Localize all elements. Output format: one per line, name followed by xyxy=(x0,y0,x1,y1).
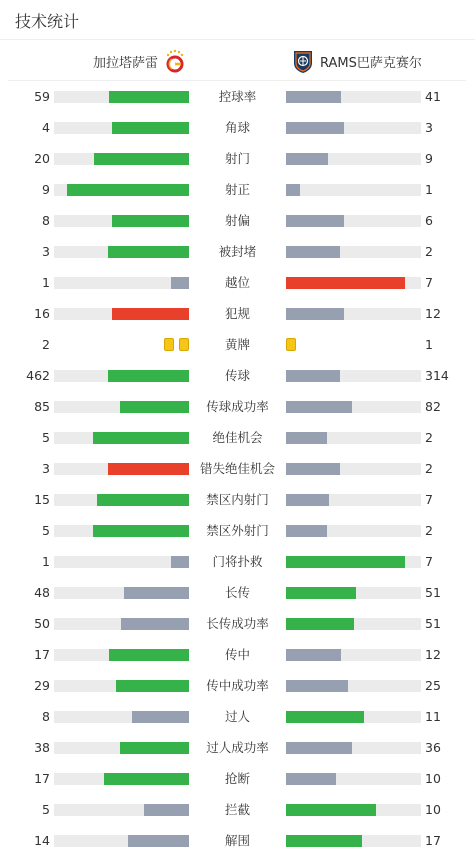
stat-row xyxy=(0,267,475,298)
away-bar-fill xyxy=(286,804,376,816)
away-value: 2 xyxy=(425,523,433,538)
stat-row xyxy=(0,484,475,515)
stat-row xyxy=(0,143,475,174)
home-value: 16 xyxy=(34,306,50,321)
away-bar-track xyxy=(286,215,421,227)
away-bar-fill xyxy=(286,587,356,599)
stat-row xyxy=(0,546,475,577)
home-bar-fill xyxy=(120,742,189,754)
stat-row xyxy=(0,81,475,112)
home-bar-track xyxy=(54,401,189,413)
away-bar-track xyxy=(286,680,421,692)
yellow-card-icon xyxy=(179,338,189,351)
stat-row xyxy=(0,763,475,794)
home-bar-fill xyxy=(108,463,189,475)
away-value: 6 xyxy=(425,213,433,228)
away-value: 1 xyxy=(425,337,433,352)
home-bar-track xyxy=(54,494,189,506)
home-value: 5 xyxy=(42,523,50,538)
team-header xyxy=(8,41,466,81)
away-value: 314 xyxy=(425,368,449,383)
away-bar-fill xyxy=(286,153,328,165)
home-bar-track xyxy=(54,587,189,599)
home-value: 462 xyxy=(26,368,50,383)
away-value: 7 xyxy=(425,492,433,507)
stat-row xyxy=(0,670,475,701)
home-value: 5 xyxy=(42,430,50,445)
home-bar-track xyxy=(54,215,189,227)
away-bar-fill xyxy=(286,277,405,289)
home-bar-fill xyxy=(97,494,189,506)
away-bar-track xyxy=(286,122,421,134)
stat-label: 抢断 xyxy=(224,771,250,786)
stat-row xyxy=(0,205,475,236)
home-value: 17 xyxy=(34,771,50,786)
stat-label: 角球 xyxy=(224,120,250,135)
home-bar-track xyxy=(54,91,189,103)
home-bar-track xyxy=(54,153,189,165)
stat-label: 控球率 xyxy=(218,89,257,104)
home-bar-fill xyxy=(116,680,189,692)
stat-label: 被封堵 xyxy=(218,244,257,259)
home-bar-fill xyxy=(124,587,189,599)
home-value: 38 xyxy=(34,740,50,755)
away-value: 10 xyxy=(425,771,441,786)
home-value: 17 xyxy=(34,647,50,662)
home-bar-fill xyxy=(109,91,189,103)
stat-label: 长传成功率 xyxy=(206,616,269,631)
home-bar-track xyxy=(54,246,189,258)
away-bar-fill xyxy=(286,680,348,692)
home-bar-track xyxy=(54,742,189,754)
away-value: 51 xyxy=(425,585,441,600)
home-value: 1 xyxy=(42,554,50,569)
stat-row xyxy=(0,577,475,608)
stat-row xyxy=(0,732,475,763)
away-value: 17 xyxy=(425,833,441,848)
stat-label: 长传 xyxy=(224,585,250,600)
home-value: 5 xyxy=(42,802,50,817)
away-bar-fill xyxy=(286,122,344,134)
away-bar-track xyxy=(286,556,421,568)
away-bar-track xyxy=(286,835,421,847)
away-value: 7 xyxy=(425,554,433,569)
away-bar-fill xyxy=(286,432,327,444)
stat-row xyxy=(0,453,475,484)
home-bar-track xyxy=(54,649,189,661)
away-bar-track xyxy=(286,773,421,785)
stat-label: 错失绝佳机会 xyxy=(199,461,275,476)
away-bar-track xyxy=(286,494,421,506)
away-bar-track xyxy=(286,711,421,723)
home-value: 20 xyxy=(34,151,50,166)
home-bar-fill xyxy=(109,649,189,661)
stat-row xyxy=(0,794,475,825)
away-bar-fill xyxy=(286,711,364,723)
yellow-card-icon xyxy=(286,338,296,351)
home-value: 15 xyxy=(34,492,50,507)
away-value: 2 xyxy=(425,244,433,259)
away-value: 2 xyxy=(425,461,433,476)
stat-label: 绝佳机会 xyxy=(212,430,263,445)
home-team-name: 加拉塔萨雷 xyxy=(92,55,158,71)
home-value: 50 xyxy=(34,616,50,631)
home-bar-track xyxy=(54,835,189,847)
away-bar-track xyxy=(286,370,421,382)
away-value: 2 xyxy=(425,430,433,445)
away-bar-fill xyxy=(286,91,341,103)
away-bar-track xyxy=(286,401,421,413)
stat-label: 黄牌 xyxy=(224,337,250,352)
galatasaray-logo-icon xyxy=(164,48,186,74)
stat-label: 越位 xyxy=(224,275,250,290)
home-bar-fill xyxy=(132,711,189,723)
stat-row xyxy=(0,329,475,360)
away-value: 12 xyxy=(425,647,441,662)
home-team[interactable] xyxy=(93,41,186,81)
away-bar-fill xyxy=(286,184,300,196)
stat-row xyxy=(0,515,475,546)
home-bar-fill xyxy=(128,835,189,847)
away-value: 10 xyxy=(425,802,441,817)
home-value: 4 xyxy=(42,120,50,135)
stat-label: 传球成功率 xyxy=(206,399,269,414)
away-value: 7 xyxy=(425,275,433,290)
away-bar-track xyxy=(286,277,421,289)
home-bar-fill xyxy=(112,215,189,227)
away-value: 51 xyxy=(425,616,441,631)
stat-label: 过人 xyxy=(224,709,250,724)
away-value: 12 xyxy=(425,306,441,321)
home-yellow-cards xyxy=(159,338,189,352)
stat-row xyxy=(0,701,475,732)
page-title: 技术统计 xyxy=(15,12,80,31)
away-bar-track xyxy=(286,587,421,599)
away-bar-track xyxy=(286,153,421,165)
home-bar-fill xyxy=(112,308,189,320)
stat-label: 门将扑救 xyxy=(212,554,263,569)
home-value: 9 xyxy=(42,182,50,197)
stat-row xyxy=(0,174,475,205)
home-value: 85 xyxy=(34,399,50,414)
away-bar-track xyxy=(286,742,421,754)
stat-row xyxy=(0,422,475,453)
stat-label: 过人成功率 xyxy=(206,740,269,755)
home-bar-fill xyxy=(93,525,189,537)
home-bar-track xyxy=(54,432,189,444)
basaksehir-logo-icon xyxy=(292,48,314,74)
home-bar-track xyxy=(54,370,189,382)
home-bar-fill xyxy=(171,277,189,289)
home-value: 3 xyxy=(42,461,50,476)
away-bar-fill xyxy=(286,773,336,785)
title-bar xyxy=(0,0,475,40)
away-bar-track xyxy=(286,525,421,537)
away-bar-track xyxy=(286,432,421,444)
home-value: 8 xyxy=(42,213,50,228)
away-yellow-cards xyxy=(286,338,301,352)
stat-row xyxy=(0,608,475,639)
home-bar-track xyxy=(54,556,189,568)
home-bar-fill xyxy=(67,184,189,196)
home-bar-track xyxy=(54,804,189,816)
away-bar-track xyxy=(286,649,421,661)
stat-row xyxy=(0,391,475,422)
home-value: 3 xyxy=(42,244,50,259)
home-bar-track xyxy=(54,618,189,630)
away-bar-fill xyxy=(286,835,362,847)
stat-label: 犯规 xyxy=(224,306,250,321)
away-bar-fill xyxy=(286,618,354,630)
stat-label: 射偏 xyxy=(224,213,250,228)
home-bar-fill xyxy=(104,773,189,785)
home-bar-fill xyxy=(94,153,189,165)
stat-label: 禁区外射门 xyxy=(206,523,269,538)
home-bar-track xyxy=(54,680,189,692)
away-bar-fill xyxy=(286,308,344,320)
stat-label: 传中 xyxy=(224,647,250,662)
home-bar-track xyxy=(54,711,189,723)
away-value: 82 xyxy=(425,399,441,414)
stat-label: 传中成功率 xyxy=(206,678,269,693)
stat-row xyxy=(0,298,475,329)
stat-label: 解围 xyxy=(224,833,250,848)
home-bar-fill xyxy=(144,804,189,816)
home-bar-fill xyxy=(93,432,189,444)
home-value: 59 xyxy=(34,89,50,104)
away-bar-fill xyxy=(286,525,327,537)
stat-row xyxy=(0,112,475,143)
away-bar-fill xyxy=(286,494,329,506)
home-value: 48 xyxy=(34,585,50,600)
stat-label: 射正 xyxy=(224,182,250,197)
stat-row xyxy=(0,236,475,267)
stat-row xyxy=(0,360,475,391)
away-bar-track xyxy=(286,463,421,475)
home-bar-track xyxy=(54,122,189,134)
away-bar-track xyxy=(286,91,421,103)
away-bar-track xyxy=(286,618,421,630)
away-bar-fill xyxy=(286,649,341,661)
away-bar-fill xyxy=(286,742,352,754)
stat-label: 拦截 xyxy=(224,802,250,817)
home-bar-fill xyxy=(121,618,189,630)
away-bar-fill xyxy=(286,215,344,227)
away-bar-track xyxy=(286,184,421,196)
home-bar-track xyxy=(54,773,189,785)
home-value: 29 xyxy=(34,678,50,693)
away-bar-fill xyxy=(286,401,352,413)
stat-label: 传球 xyxy=(224,368,250,383)
away-team-name: RAMS巴萨克赛尔 xyxy=(320,55,422,71)
home-value: 14 xyxy=(34,833,50,848)
away-value: 36 xyxy=(425,740,441,755)
away-bar-track xyxy=(286,804,421,816)
away-bar-fill xyxy=(286,370,340,382)
home-bar-track xyxy=(54,308,189,320)
away-value: 25 xyxy=(425,678,441,693)
away-bar-track xyxy=(286,308,421,320)
home-bar-fill xyxy=(171,556,189,568)
home-bar-track xyxy=(54,463,189,475)
stat-label: 射门 xyxy=(224,151,250,166)
away-value: 41 xyxy=(425,89,441,104)
away-team[interactable] xyxy=(292,41,422,81)
stat-row xyxy=(0,825,475,856)
away-value: 3 xyxy=(425,120,433,135)
yellow-card-icon xyxy=(164,338,174,351)
away-bar-fill xyxy=(286,246,340,258)
away-bar-track xyxy=(286,246,421,258)
home-bar-fill xyxy=(108,246,189,258)
home-bar-track xyxy=(54,184,189,196)
home-value: 2 xyxy=(42,337,50,352)
home-value: 8 xyxy=(42,709,50,724)
home-bar-track xyxy=(54,277,189,289)
home-bar-fill xyxy=(108,370,189,382)
stat-label: 禁区内射门 xyxy=(206,492,269,507)
home-bar-fill xyxy=(112,122,189,134)
away-bar-fill xyxy=(286,463,340,475)
home-bar-fill xyxy=(120,401,189,413)
away-bar-fill xyxy=(286,556,405,568)
away-value: 9 xyxy=(425,151,433,166)
stat-row xyxy=(0,639,475,670)
away-value: 1 xyxy=(425,182,433,197)
away-value: 11 xyxy=(425,709,441,724)
home-value: 1 xyxy=(42,275,50,290)
home-bar-track xyxy=(54,525,189,537)
